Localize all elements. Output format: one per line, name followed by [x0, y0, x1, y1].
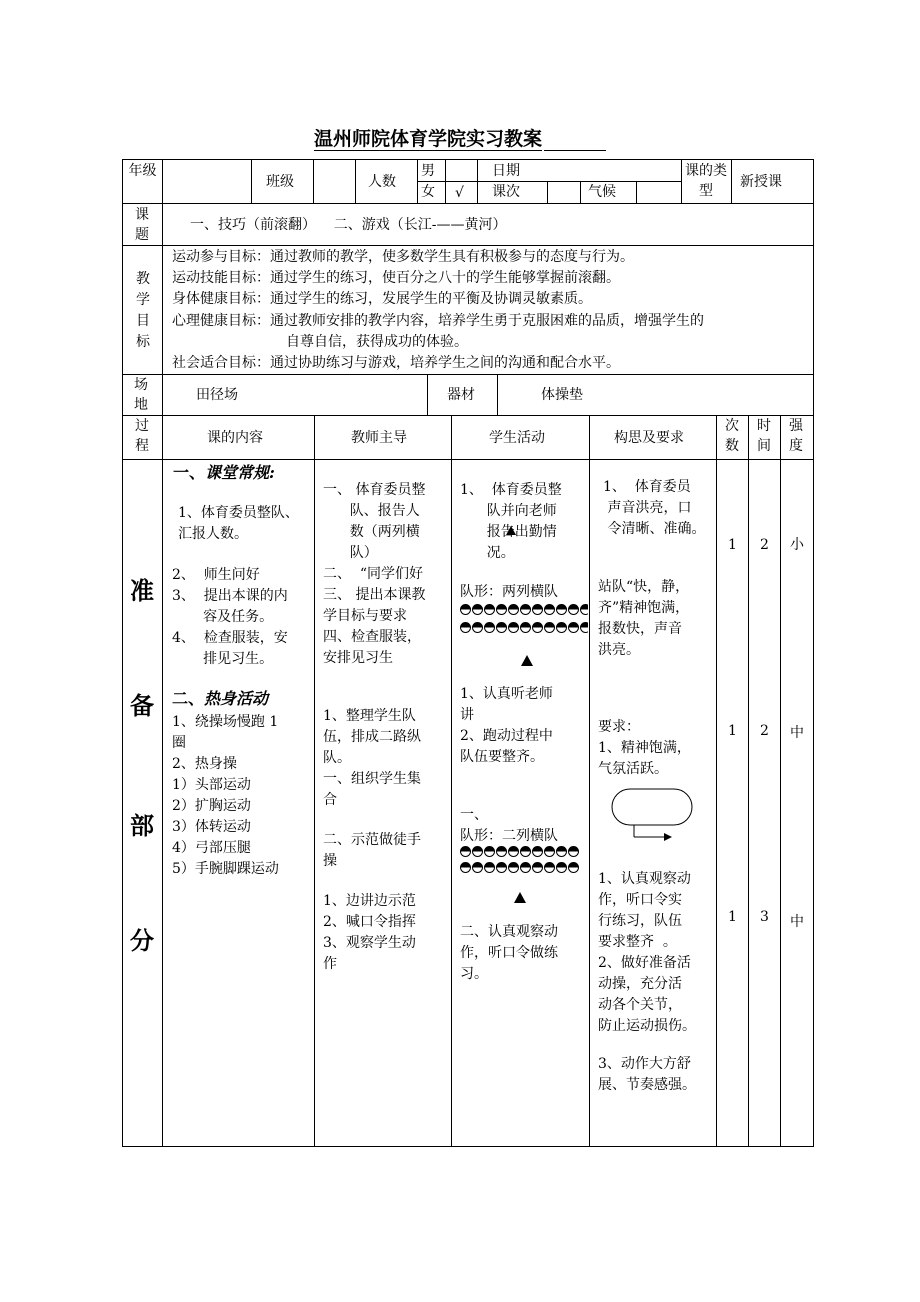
col-content: 课的内容 [207, 430, 263, 446]
female-label: 女 [421, 184, 435, 200]
grade-label: 年级 [128, 163, 157, 179]
col-duration: 时间 [757, 418, 771, 454]
col-teacher: 教师主导 [351, 430, 407, 446]
col-times: 次数 [725, 418, 739, 454]
col-student: 学生活动 [489, 430, 545, 446]
venue-value: 田径场 [196, 387, 238, 403]
formation-row [460, 846, 582, 857]
teacher-position-marker [521, 655, 533, 666]
date-label: 日期 [492, 163, 520, 179]
weather-label: 气候 [588, 184, 616, 200]
teacher-position-marker [514, 892, 526, 903]
lesson-type-label: 课的类型 [685, 163, 727, 199]
col-design: 构思及要求 [614, 430, 684, 446]
running-track-diagram [606, 785, 698, 843]
equipment-value: 体操垫 [541, 387, 583, 403]
content-heading-warmup: 二、热身活动 [172, 689, 269, 708]
formation-row [460, 604, 588, 615]
formation-row [460, 862, 582, 873]
male-label: 男 [421, 163, 435, 179]
formation-label-2: 队形：二列横队 [460, 828, 558, 844]
content-heading-routine: 一、课堂常规: [173, 463, 275, 482]
female-check-mark: √ [455, 185, 464, 201]
goals-label: 教学目标 [136, 271, 150, 350]
formation-label-1: 队形：两列横队 [460, 584, 558, 600]
page-title: 温州师院体育学院实习教案 [0, 124, 920, 151]
people-label: 人数 [368, 174, 396, 190]
session-label: 课次 [492, 184, 520, 200]
col-intensity: 强度 [789, 418, 803, 454]
col-process: 过程 [135, 418, 149, 454]
teacher-position-marker [506, 526, 516, 535]
class-label: 班级 [266, 174, 294, 190]
equipment-label: 器材 [447, 387, 475, 403]
topic-value: 一、技巧（前滚翻） 二、游戏（长江-——黄河） [190, 217, 507, 233]
lesson-type-value: 新授课 [740, 174, 782, 190]
topic-label: 课题 [135, 207, 149, 243]
venue-label: 场地 [134, 377, 148, 413]
formation-row [460, 622, 588, 633]
